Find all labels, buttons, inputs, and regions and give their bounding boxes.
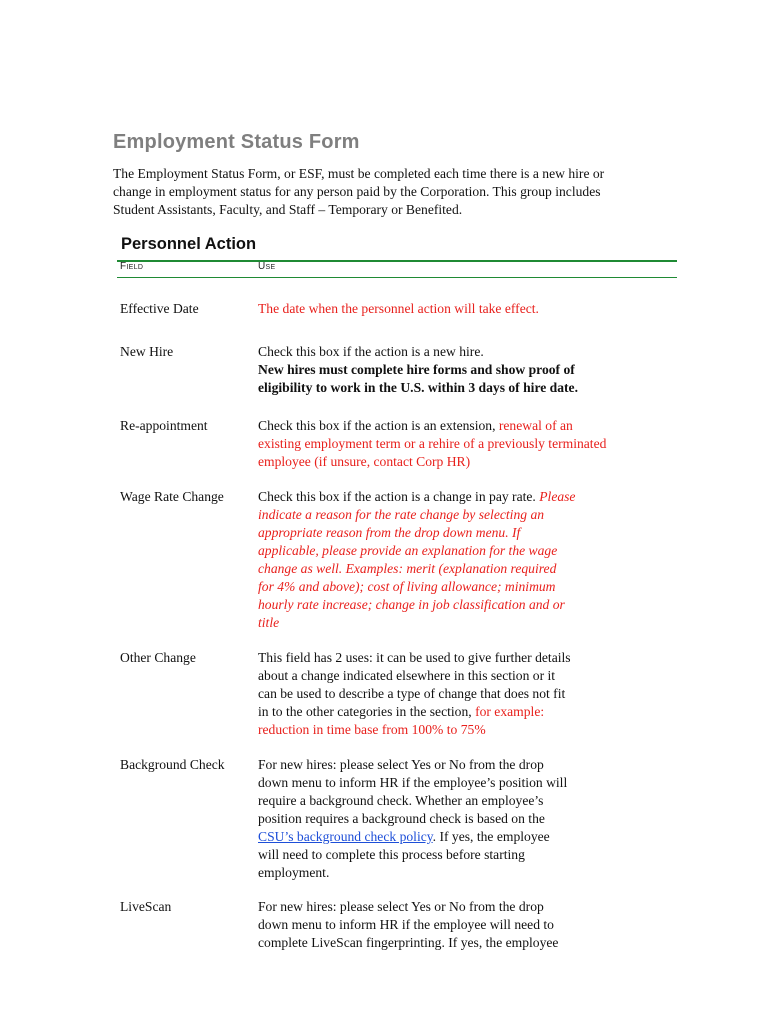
use-line: Check this box if the action is a new hire. bbox=[258, 344, 484, 359]
use-line-bold: New hires must complete hire forms and show proof of bbox=[258, 362, 575, 377]
use-line-red: employee (if unsure, contact Corp HR) bbox=[258, 454, 471, 469]
use-line: down menu to inform HR if the employee’s position will bbox=[258, 775, 568, 790]
use-line: For new hires: please select Yes or No from the drop bbox=[258, 757, 544, 772]
use-line-red-italic: for 4% and above); cost of living allowance; minimum bbox=[258, 579, 556, 594]
field-wage-rate-change: Wage Rate Change bbox=[120, 489, 224, 504]
use-line-red-italic: title bbox=[258, 615, 280, 630]
use-line: This field has 2 uses: it can be used to give further details bbox=[258, 650, 571, 665]
column-header-field: Field bbox=[120, 261, 144, 272]
field-background-check: Background Check bbox=[120, 757, 225, 772]
use-text: in to the other categories in the section, bbox=[258, 704, 476, 719]
use-line-red: existing employment term or a rehire of a previously terminated bbox=[258, 436, 607, 451]
use-reappointment bbox=[258, 417, 628, 471]
use-line-bold: eligibility to work in the U.S. within 3 days of hire date. bbox=[258, 380, 578, 395]
use-line-red-italic: indicate a reason for the rate change by selecting an bbox=[258, 507, 545, 522]
use-text-red: for example: bbox=[475, 704, 545, 719]
header-rule-top bbox=[117, 260, 677, 262]
field-livescan: LiveScan bbox=[120, 899, 172, 914]
intro-line: Student Assistants, Faculty, and Staff – Temporary or Benefited. bbox=[113, 202, 463, 217]
use-text-red: renewal of an bbox=[498, 418, 573, 433]
use-new-hire bbox=[258, 343, 628, 397]
use-line: will need to complete this process before starting bbox=[258, 847, 525, 862]
use-line: employment. bbox=[258, 865, 330, 880]
use-line: For new hires: please select Yes or No from the drop bbox=[258, 899, 544, 914]
use-line: down menu to inform HR if the employee will need to bbox=[258, 917, 554, 932]
field-other-change: Other Change bbox=[120, 650, 196, 665]
use-line bbox=[258, 488, 628, 506]
use-line-red-italic: appropriate reason from the drop down menu. If bbox=[258, 525, 521, 540]
use-background-check bbox=[258, 756, 628, 882]
intro-line: change in employment status for any person paid by the Corporation. This group includes bbox=[113, 184, 601, 199]
use-text: . If yes, the employee bbox=[432, 829, 550, 844]
header-rule-bottom bbox=[117, 277, 677, 278]
intro-line: The Employment Status Form, or ESF, must be completed each time there is a new hire or bbox=[113, 166, 605, 181]
field-effective-date: Effective Date bbox=[120, 301, 199, 316]
use-livescan bbox=[258, 898, 628, 952]
use-text: Check this box if the action is a change in pay rate. bbox=[258, 489, 540, 504]
intro-paragraph bbox=[113, 165, 683, 219]
section-title: Personnel Action bbox=[121, 235, 257, 253]
use-line bbox=[258, 417, 628, 435]
use-line-red-italic: change as well. Examples: merit (explanation required bbox=[258, 561, 557, 576]
use-line: complete LiveScan fingerprinting. If yes, the employee bbox=[258, 935, 559, 950]
use-line: require a background check. Whether an employee’s bbox=[258, 793, 544, 808]
use-line-red-italic: applicable, please provide an explanation for the wage bbox=[258, 543, 558, 558]
use-wage-rate-change bbox=[258, 488, 628, 632]
document-title: Employment Status Form bbox=[113, 131, 360, 153]
use-line-red-italic: hourly rate increase; change in job classification and or bbox=[258, 597, 565, 612]
use-other-change bbox=[258, 649, 628, 739]
use-effective-date: The date when the personnel action will take effect. bbox=[258, 301, 539, 316]
use-line bbox=[258, 703, 628, 721]
use-line: position requires a background check is based on the bbox=[258, 811, 545, 826]
use-line: can be used to describe a type of change that does not fit bbox=[258, 686, 566, 701]
use-line bbox=[258, 828, 628, 846]
field-new-hire: New Hire bbox=[120, 344, 174, 359]
field-reappointment: Re-appointment bbox=[120, 418, 208, 433]
background-check-policy-link[interactable]: CSU’s background check policy bbox=[258, 829, 433, 844]
use-line-red: reduction in time base from 100% to 75% bbox=[258, 722, 486, 737]
use-text: Check this box if the action is an extension, bbox=[258, 418, 499, 433]
column-header-use: Use bbox=[258, 261, 276, 272]
use-line: about a change indicated elsewhere in this section or it bbox=[258, 668, 556, 683]
use-text-red-italic: Please bbox=[539, 489, 576, 504]
